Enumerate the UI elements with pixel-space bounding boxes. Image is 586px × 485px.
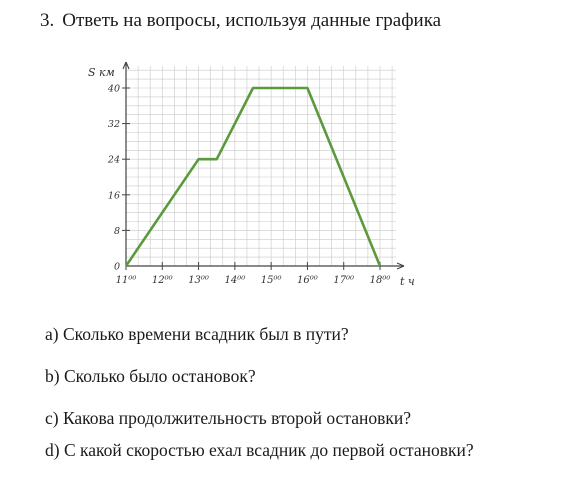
y-tick-label: 32 [107, 119, 120, 131]
y-tick-label: 16 [107, 190, 120, 202]
y-tick-label: 40 [107, 83, 120, 95]
x-tick-label: 17⁰⁰ [333, 275, 355, 286]
x-tick-label: 11⁰⁰ [115, 275, 137, 286]
x-tick-label: 15⁰⁰ [260, 275, 282, 286]
x-tick-label: 16⁰⁰ [297, 275, 318, 286]
chart-axes [123, 62, 404, 269]
task-text: Ответь на вопросы, используя данные графика [62, 10, 442, 31]
question-a: a) Сколько времени всадник был в пути? [45, 324, 349, 344]
x-tick-label: 14⁰⁰ [224, 275, 246, 286]
task-number: 3. [40, 10, 55, 31]
chart-grid [126, 66, 396, 266]
question-c: c) Какова продолжительность второй остановки? [45, 408, 411, 428]
x-tick-label: 13⁰⁰ [188, 275, 209, 286]
x-tick-label: 12⁰⁰ [151, 275, 173, 286]
y-axis-label: S км [88, 66, 115, 79]
x-tick-label: 18⁰⁰ [369, 275, 391, 286]
question-d: d) С какой скоростью ехал всадник до первой остановки? [45, 440, 474, 460]
question-b: b) Сколько было остановок? [45, 366, 256, 386]
x-axis-label: t ч [400, 275, 415, 288]
y-tick-label: 24 [107, 154, 120, 166]
y-tick-label: 8 [113, 225, 120, 237]
y-tick-label: 0 [113, 261, 120, 273]
